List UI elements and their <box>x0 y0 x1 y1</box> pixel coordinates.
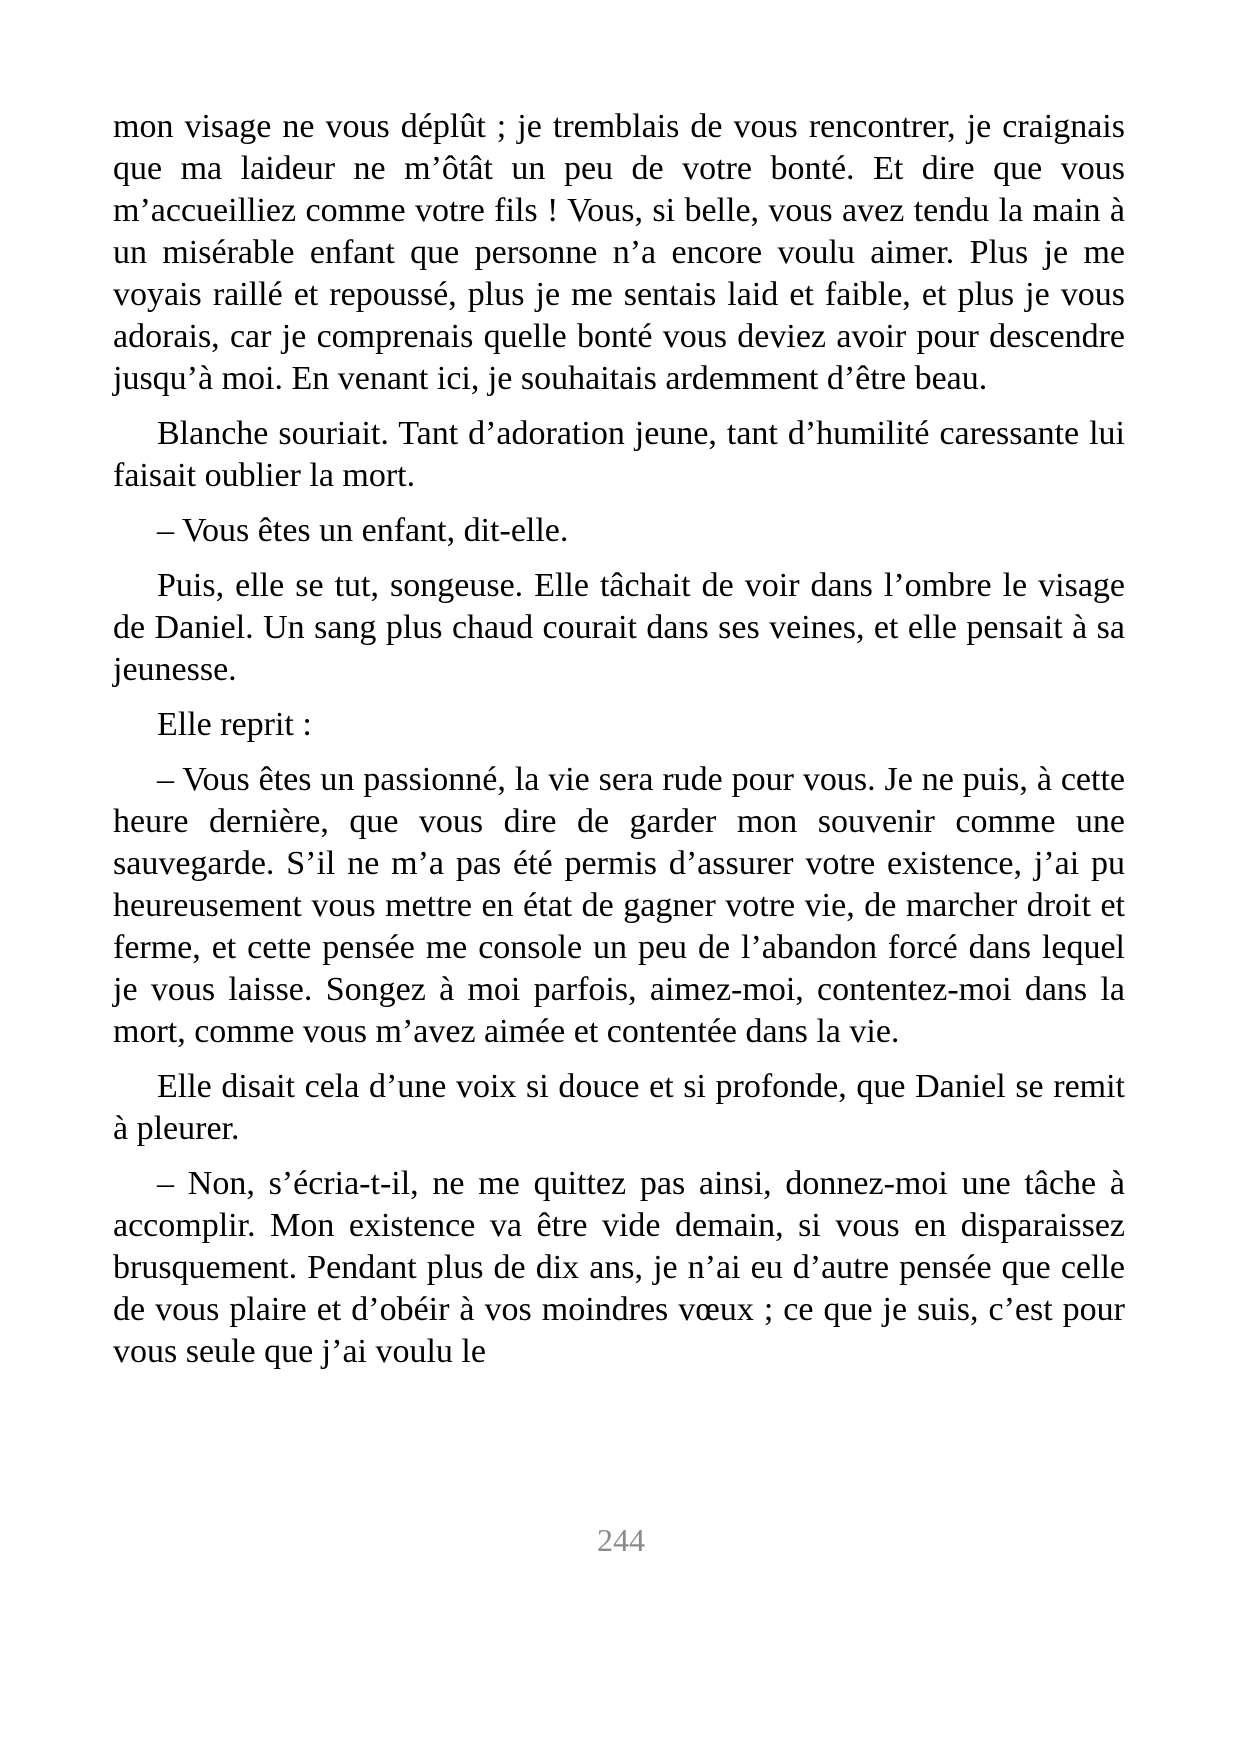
paragraph-7: Elle disait cela d’une voix si douce et si profonde, que Daniel se remit à pleurer. <box>113 1068 1125 1147</box>
paragraph-2: Blanche souriait. Tant d’adoration jeune, tant d’humilité caressante lui faisait oublier la mort. <box>113 415 1125 494</box>
text-block <box>113 106 1125 1373</box>
paragraph-6: – Vous êtes un passionné, la vie sera rude pour vous. Je ne puis, à cette heure dernière, que vous dire de garder mon souvenir comme une sauvegarde. S’il ne m’a pas été permis d’assurer votre existence, j’ai pu heureusement vous mettre en état de gagner votre vie, de marcher droit et ferme, et cette pensée me console un peu de l’abandon forcé dans lequel je vous laisse. Songez à moi parfois, aimez-moi, contentez-moi dans la mort, comme vous m’avez aimée et contentée dans la vie. <box>113 761 1125 1050</box>
paragraph-4: Puis, elle se tut, songeuse. Elle tâchait de voir dans l’ombre le visage de Daniel. Un sang plus chaud courait dans ses veines, et elle pensait à sa jeunesse. <box>113 567 1125 688</box>
paragraph-3: – Vous êtes un enfant, dit-elle. <box>157 512 569 549</box>
page-number: 244 <box>597 1522 645 1558</box>
paragraph-5: Elle reprit : <box>157 706 312 743</box>
paragraph-1: mon visage ne vous déplût ; je tremblais de vous rencontrer, je craignais que ma laideur ne m’ôtât un peu de votre bonté. Et dire que vous m’accueilliez comme votre fils ! Vous, si belle, vous avez tendu la main à un misérable enfant que personne n’a encore voulu aimer. Plus je me voyais raillé et repoussé, plus je me sentais laid et faible, et plus je vous adorais, car je comprenais quelle bonté vous deviez avoir pour descendre jusqu’à moi. En venant ici, je souhaitais ardemment d’être beau. <box>113 108 1125 397</box>
paragraph-8: – Non, s’écria-t-il, ne me quittez pas ainsi, donnez-moi une tâche à accomplir. Mon existence va être vide demain, si vous en disparaissez brusquement. Pendant plus de dix ans, je n’ai eu d’autre pensée que celle de vous plaire et d’obéir à vos moindres vœux ; ce que je suis, c’est pour vous seule que j’ai voulu le <box>113 1165 1125 1370</box>
